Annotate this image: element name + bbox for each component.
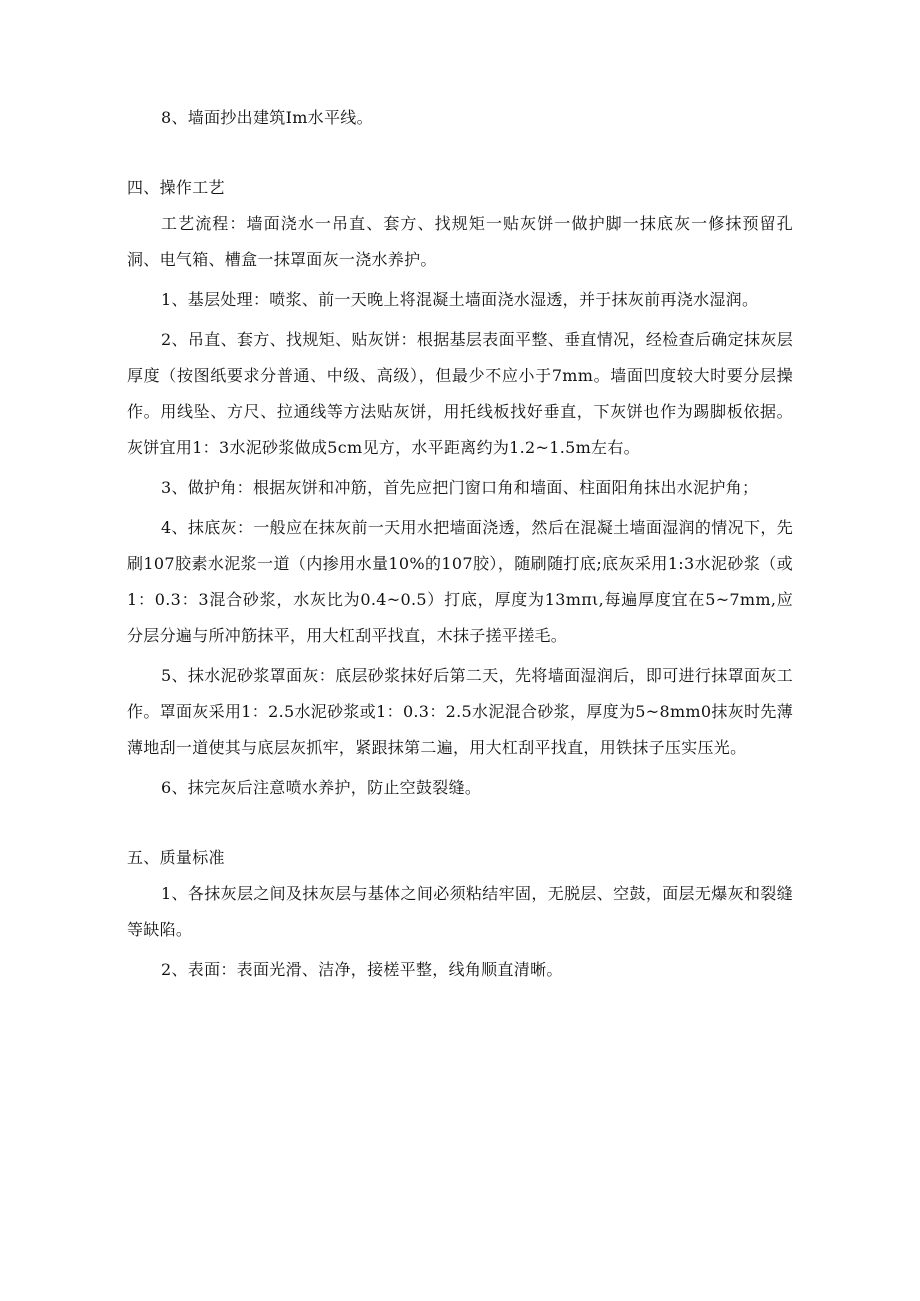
step-3-paragraph: 3、做护角：根据灰饼和冲筋，首先应把门窗口角和墙面、柱面阳角抹出水泥护角； (161, 478, 759, 497)
process-flow-paragraph: 工艺流程：墙面浇水一吊直、套方、找规矩一贴灰饼一做护脚一抹底灰一修抹预留孔洞、电气箱、槽盒一抹罩面灰一浇水养护。 (127, 214, 793, 269)
step-1-paragraph: 1、基层处理：喷浆、前一天晚上将混凝土墙面浇水湿透，并于抹灰前再浇水湿润。 (161, 290, 759, 309)
step-4-paragraph: 4、抹底灰：一般应在抹灰前一天用水把墙面浇透，然后在混凝土墙面湿润的情况下，先刷107胶素水泥浆一道（内掺用水量10%的107胶），随刷随打底;底灰采用1:3水泥砂浆（或1：0.3：3混合砂浆，水灰比为0.4~0.5）打底，厚度为13mπι,每遍厚度宜在5~7mm,应分层分遍与所冲筋抹平，用大杠刮平找直，木抹子搓平搓毛。 (127, 518, 793, 645)
section-4-title: 四、操作工艺 (127, 178, 225, 197)
step-6-paragraph: 6、抹完灰后注意喷水养护，防止空鼓裂缝。 (161, 778, 482, 797)
step-5-paragraph: 5、抹水泥砂浆罩面灰：底层砂浆抹好后第二天，先将墙面湿润后，即可进行抹罩面灰工作。罩面灰采用1：2.5水泥砂浆或1：0.3：2.5水泥混合砂浆，厚度为5~8mm0抹灰时先薄薄地刮一道使其与底层灰抓牢，紧跟抹第二遍，用大杠刮平找直，用铁抹子压实压光。 (127, 666, 793, 757)
quality-2-paragraph: 2、表面：表面光滑、洁净，接槎平整，线角顺直清晰。 (161, 960, 563, 979)
item-8: 8、墙面抄出建筑Im水平线。 (161, 108, 373, 127)
document-body (127, 100, 793, 988)
quality-1-paragraph: 1、各抹灰层之间及抹灰层与基体之间必须粘结牢固，无脱层、空鼓，面层无爆灰和裂缝等缺陷。 (127, 884, 793, 939)
section-5-title: 五、质量标准 (127, 848, 225, 867)
step-2-paragraph: 2、吊直、套方、找规矩、贴灰饼：根据基层表面平整、垂直情况，经检查后确定抹灰层厚度（按图纸要求分普通、中级、高级），但最少不应小于7mm。墙面凹度较大时要分层操作。用线坠、方尺、拉通线等方法贴灰饼，用托线板找好垂直，下灰饼也作为踢脚板依据。灰饼宜用1：3水泥砂浆做成5cm见方，水平距离约为1.2~1.5m左右。 (127, 330, 793, 457)
